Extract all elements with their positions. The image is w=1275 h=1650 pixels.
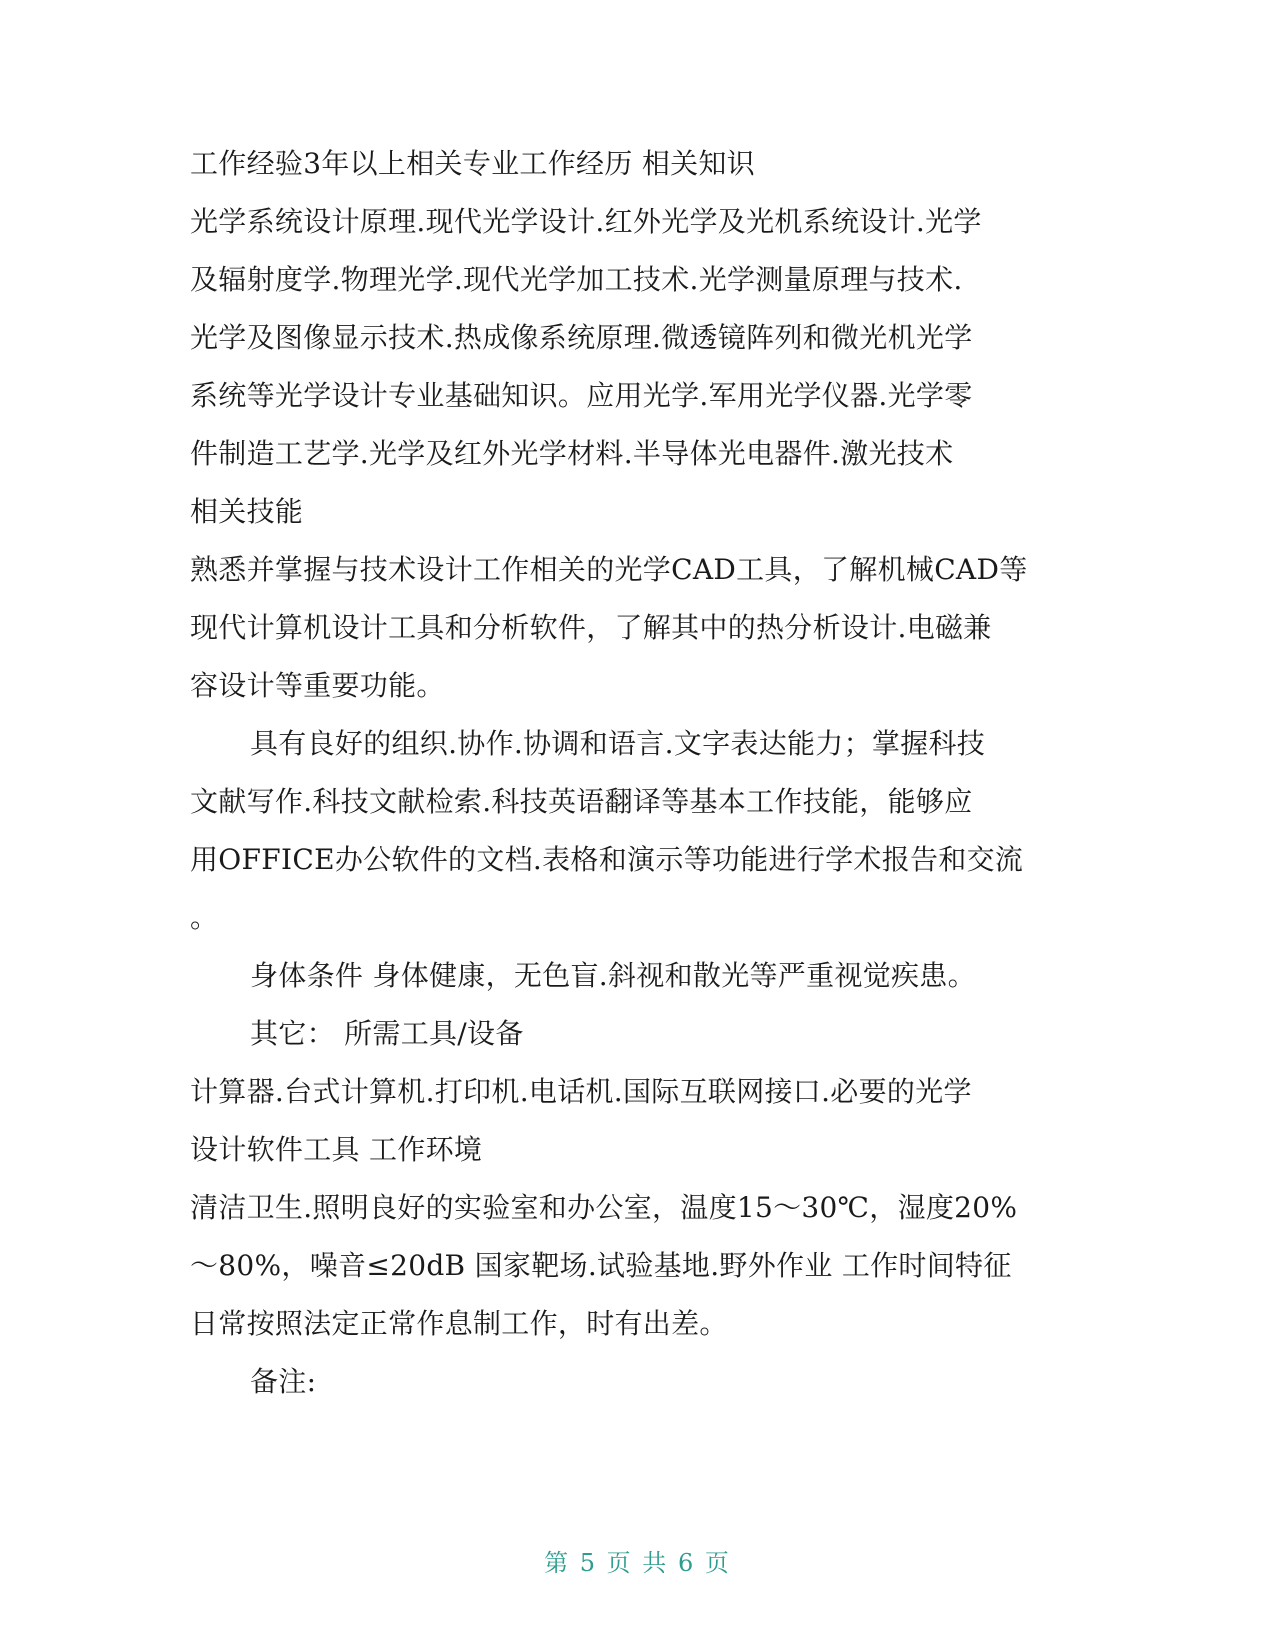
- text-line: 计算器.台式计算机.打印机.电话机.国际互联网接口.必要的光学: [190, 1075, 972, 1108]
- text-line: 光学系统设计原理.现代光学设计.红外光学及光机系统设计.光学: [190, 205, 982, 238]
- text-line: 备注:: [250, 1365, 317, 1398]
- section-heading: 相关技能: [190, 495, 304, 528]
- text-line: 现代计算机设计工具和分析软件，了解其中的热分析设计.电磁兼: [190, 611, 992, 644]
- text-line: 设计软件工具 工作环境: [190, 1133, 483, 1166]
- text-line: 及辐射度学.物理光学.现代光学加工技术.光学测量原理与技术.: [190, 263, 963, 296]
- text-line: 工作经验3年以上相关专业工作经历 相关知识: [190, 147, 756, 180]
- text-line: 文献写作.科技文献检索.科技英语翻译等基本工作技能，能够应: [190, 785, 973, 818]
- text-line: ～80%，噪音≤20dB 国家靶场.试验基地.野外作业 工作时间特征: [190, 1249, 1012, 1282]
- text-line: 光学及图像显示技术.热成像系统原理.微透镜阵列和微光机光学: [190, 321, 973, 354]
- text-line: 件制造工艺学.光学及红外光学材料.半导体光电器件.激光技术: [190, 437, 954, 470]
- text-line: 清洁卫生.照明良好的实验室和办公室，温度15～30℃，湿度20%: [190, 1191, 1018, 1224]
- text-line: 。: [190, 901, 219, 934]
- text-line: 容设计等重要功能。: [190, 669, 445, 702]
- text-line: 身体条件 身体健康，无色盲.斜视和散光等严重视觉疾患。: [250, 959, 976, 992]
- text-line: 系统等光学设计专业基础知识。应用光学.军用光学仪器.光学零: [190, 379, 973, 412]
- text-line: 具有良好的组织.协作.协调和语言.文字表达能力；掌握科技: [250, 727, 986, 760]
- text-line: 其它： 所需工具/设备: [250, 1017, 524, 1050]
- text-line: 熟悉并掌握与技术设计工作相关的光学CAD工具，了解机械CAD等: [190, 553, 1028, 586]
- text-line: 用OFFICE办公软件的文档.表格和演示等功能进行学术报告和交流: [190, 843, 1024, 876]
- page-number: 第 5 页 共 6 页: [544, 1549, 731, 1577]
- text-line: 日常按照法定正常作息制工作，时有出差。: [190, 1307, 728, 1340]
